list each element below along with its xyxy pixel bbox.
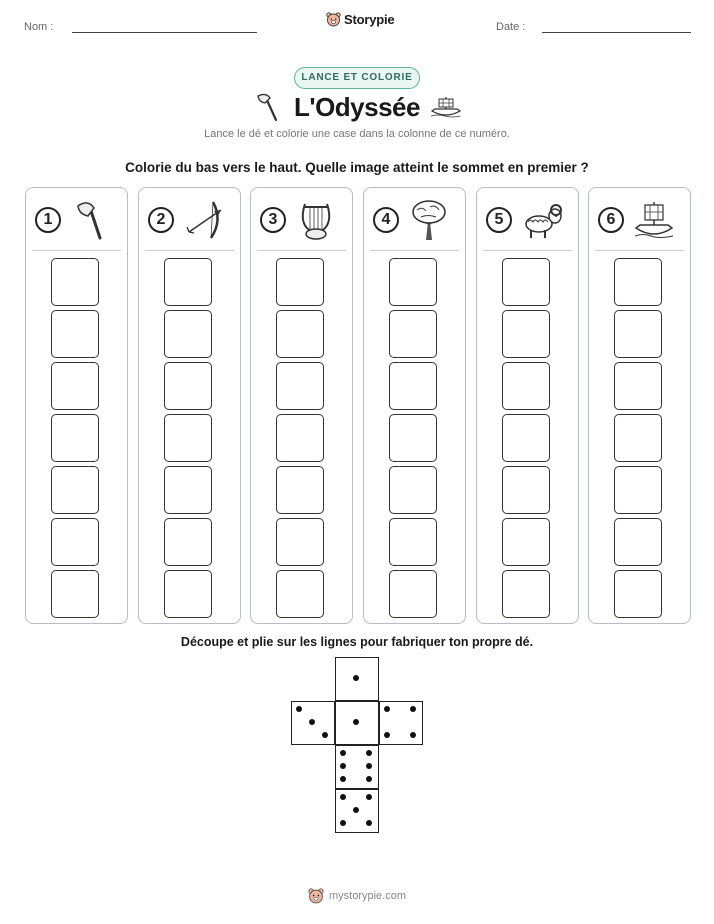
column-divider xyxy=(257,250,346,251)
color-cell[interactable] xyxy=(164,518,212,566)
die-pip xyxy=(353,675,359,681)
ship-icon xyxy=(633,198,675,242)
die-face-4 xyxy=(379,701,423,745)
die-pip xyxy=(322,732,328,738)
ram-icon xyxy=(521,198,563,242)
color-cell[interactable] xyxy=(51,258,99,306)
color-cell[interactable] xyxy=(389,518,437,566)
die-pip xyxy=(353,807,359,813)
color-cell[interactable] xyxy=(502,362,550,410)
column-2 xyxy=(138,187,241,624)
color-cell[interactable] xyxy=(389,414,437,462)
color-cell[interactable] xyxy=(164,362,212,410)
color-cell[interactable] xyxy=(164,258,212,306)
color-cell[interactable] xyxy=(502,258,550,306)
color-cell[interactable] xyxy=(389,258,437,306)
color-cell[interactable] xyxy=(389,570,437,618)
lyre-icon xyxy=(295,198,337,242)
die-pip xyxy=(366,820,372,826)
column-3 xyxy=(250,187,353,624)
column-header xyxy=(364,196,465,248)
footer xyxy=(308,888,406,904)
color-cell[interactable] xyxy=(276,570,324,618)
column-divider xyxy=(483,250,572,251)
color-cell[interactable] xyxy=(502,570,550,618)
color-cell[interactable] xyxy=(164,466,212,514)
column-divider xyxy=(595,250,684,251)
color-cell[interactable] xyxy=(164,414,212,462)
activity-tag: LANCE ET COLORIE xyxy=(294,67,420,89)
die-pip xyxy=(366,763,372,769)
column-number: 2 xyxy=(148,207,174,233)
die-pip xyxy=(410,706,416,712)
column-header xyxy=(139,196,240,248)
die-pip xyxy=(366,750,372,756)
column-6 xyxy=(588,187,691,624)
column-header xyxy=(26,196,127,248)
date-line[interactable] xyxy=(542,32,691,33)
color-cell[interactable] xyxy=(389,310,437,358)
die-pip xyxy=(340,794,346,800)
die-pip xyxy=(296,706,302,712)
color-cell[interactable] xyxy=(51,466,99,514)
color-cell[interactable] xyxy=(276,310,324,358)
bear-logo-icon xyxy=(326,12,341,27)
die-pip xyxy=(309,719,315,725)
column-header xyxy=(477,196,578,248)
die-face-3 xyxy=(335,701,379,745)
color-cell[interactable] xyxy=(502,466,550,514)
color-cell[interactable] xyxy=(276,362,324,410)
color-cell[interactable] xyxy=(614,310,662,358)
color-cell[interactable] xyxy=(614,518,662,566)
column-1 xyxy=(25,187,128,624)
color-cell[interactable] xyxy=(51,362,99,410)
die-face-1 xyxy=(335,657,379,701)
die-pip xyxy=(340,763,346,769)
brand-name: Storypie xyxy=(344,12,395,27)
column-number: 4 xyxy=(373,207,399,233)
color-cell[interactable] xyxy=(164,570,212,618)
subtitle: Lance le dé et colorie une case dans la colonne de ce numéro. xyxy=(204,128,510,140)
column-divider xyxy=(145,250,234,251)
color-cell[interactable] xyxy=(276,466,324,514)
color-cell[interactable] xyxy=(502,310,550,358)
color-cell[interactable] xyxy=(614,258,662,306)
brand-logo xyxy=(326,12,394,27)
bear-logo-icon xyxy=(308,888,324,904)
die-pip xyxy=(410,732,416,738)
color-cell[interactable] xyxy=(51,310,99,358)
die-face-6 xyxy=(335,789,379,833)
bow-arrow-icon xyxy=(183,198,225,242)
column-divider xyxy=(32,250,121,251)
ship-icon xyxy=(430,95,462,119)
color-cell[interactable] xyxy=(276,414,324,462)
axe-icon xyxy=(70,198,112,242)
column-header xyxy=(251,196,352,248)
die-pip xyxy=(340,820,346,826)
color-cell[interactable] xyxy=(164,310,212,358)
instruction-heading: Colorie du bas vers le haut. Quelle image atteint le sommet en premier ? xyxy=(125,160,589,175)
die-pip xyxy=(340,750,346,756)
color-cell[interactable] xyxy=(502,518,550,566)
die-pip xyxy=(340,776,346,782)
color-cell[interactable] xyxy=(389,362,437,410)
color-cell[interactable] xyxy=(51,414,99,462)
column-number: 6 xyxy=(598,207,624,233)
column-5 xyxy=(476,187,579,624)
name-line[interactable] xyxy=(72,32,257,33)
color-cell[interactable] xyxy=(614,466,662,514)
color-cell[interactable] xyxy=(502,414,550,462)
color-cell[interactable] xyxy=(389,466,437,514)
color-cell[interactable] xyxy=(276,258,324,306)
page-title: L'Odyssée xyxy=(294,92,420,122)
die-pip xyxy=(384,732,390,738)
die-face-2 xyxy=(291,701,335,745)
die-face-5 xyxy=(335,745,379,789)
footer-url: mystorypie.com xyxy=(329,890,407,902)
name-label: Nom : xyxy=(24,21,54,33)
olive-tree-icon xyxy=(408,198,450,242)
column-divider xyxy=(370,250,459,251)
color-cell[interactable] xyxy=(276,518,324,566)
color-cell[interactable] xyxy=(51,518,99,566)
die-pip xyxy=(366,794,372,800)
column-number: 3 xyxy=(260,207,286,233)
color-cell[interactable] xyxy=(51,570,99,618)
dice-instruction: Découpe et plie sur les lignes pour fabriquer ton propre dé. xyxy=(180,635,534,649)
column-header xyxy=(589,196,690,248)
die-pip xyxy=(353,719,359,725)
color-cell[interactable] xyxy=(614,362,662,410)
color-cell[interactable] xyxy=(614,570,662,618)
die-pip xyxy=(384,706,390,712)
column-number: 5 xyxy=(486,207,512,233)
date-label: Date : xyxy=(496,21,526,33)
die-pip xyxy=(366,776,372,782)
color-cell[interactable] xyxy=(614,414,662,462)
column-4 xyxy=(363,187,466,624)
column-number: 1 xyxy=(35,207,61,233)
